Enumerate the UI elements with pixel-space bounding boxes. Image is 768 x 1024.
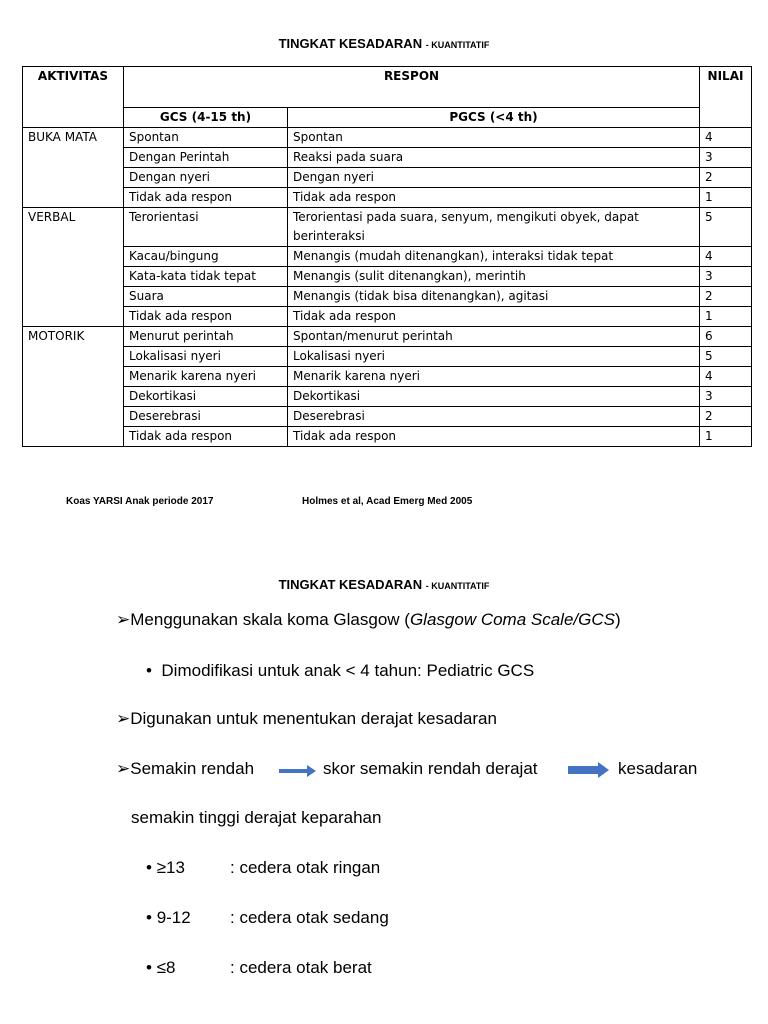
- arrow-bullet-icon: ➢: [116, 709, 131, 728]
- table-row: [23, 128, 752, 148]
- gcs-cell: Menurut perintah: [124, 327, 288, 347]
- severity-moderate-label: : cedera otak sedang: [230, 908, 389, 927]
- table-row: [23, 148, 752, 168]
- table-row: [23, 168, 752, 188]
- gcs-table: [22, 66, 752, 447]
- gcs-cell: Tidak ada respon: [124, 427, 288, 447]
- dot-bullet-icon: •: [146, 858, 152, 877]
- value-cell: 2: [700, 407, 752, 427]
- pgcs-cell: Tidak ada respon: [288, 427, 700, 447]
- arrow-bullet-icon: ➢: [116, 610, 131, 629]
- arrow-bullet-icon: ➢: [116, 759, 131, 778]
- value-cell: 3: [700, 267, 752, 287]
- pgcs-cell: Reaksi pada suara: [288, 148, 700, 168]
- table-header-row: [23, 67, 752, 108]
- bullet-4-text-c: kesadaran: [618, 759, 698, 778]
- title-sub: - KUANTITATIF: [425, 40, 490, 50]
- table-row: [23, 347, 752, 367]
- right-arrow-icon: [279, 764, 317, 778]
- severity-mild-key: ≥13: [156, 858, 185, 877]
- table-body: [23, 128, 752, 447]
- right-arrow-icon: [568, 762, 610, 778]
- header-response: RESPON: [124, 67, 700, 108]
- section-title: [0, 577, 768, 592]
- gcs-cell: Dekortikasi: [124, 387, 288, 407]
- table-row: [23, 327, 752, 347]
- pgcs-cell: Tidak ada respon: [288, 188, 700, 208]
- header-gcs: GCS (4-15 th): [124, 108, 288, 128]
- gcs-cell: Kacau/bingung: [124, 247, 288, 267]
- table-subheader-row: [23, 108, 752, 128]
- severity-moderate: [146, 908, 191, 928]
- severity-severe-key: ≤8: [156, 958, 176, 977]
- header-activity: AKTIVITAS: [23, 67, 124, 128]
- page-title: [0, 36, 768, 51]
- gcs-cell: Suara: [124, 287, 288, 307]
- bullet-1: [116, 610, 621, 630]
- gcs-cell: Lokalisasi nyeri: [124, 347, 288, 367]
- value-cell: 4: [700, 128, 752, 148]
- value-cell: 3: [700, 148, 752, 168]
- activity-cell: [23, 427, 124, 447]
- dot-bullet-icon: •: [146, 661, 152, 680]
- footer-source: Holmes et al, Acad Emerg Med 2005: [302, 496, 473, 507]
- gcs-cell: Dengan Perintah: [124, 148, 288, 168]
- pgcs-cell: Lokalisasi nyeri: [288, 347, 700, 367]
- pgcs-cell: Dekortikasi: [288, 387, 700, 407]
- severity-severe-label: : cedera otak berat: [230, 958, 372, 977]
- severity-mild: [146, 858, 185, 878]
- activity-cell: [23, 287, 124, 307]
- activity-cell: [23, 188, 124, 208]
- pgcs-cell: Menarik karena nyeri: [288, 367, 700, 387]
- table-row: [23, 188, 752, 208]
- activity-cell: [23, 247, 124, 267]
- activity-cell: BUKA MATA: [23, 128, 124, 148]
- bullet-1-close: ): [614, 610, 621, 629]
- bullet-1-text: Menggunakan skala koma Glasgow (: [130, 610, 410, 629]
- pgcs-cell: Spontan/menurut perintah: [288, 327, 700, 347]
- table-row: [23, 387, 752, 407]
- value-cell: 1: [700, 188, 752, 208]
- bullet-4-continuation: semakin tinggi derajat keparahan: [131, 808, 382, 827]
- title-main: TINGKAT KESADARAN: [278, 36, 423, 51]
- dot-bullet-icon: •: [146, 908, 152, 927]
- pgcs-cell: Menangis (tidak bisa ditenangkan), agitasi: [288, 287, 700, 307]
- activity-cell: [23, 307, 124, 327]
- gcs-cell: Menarik karena nyeri: [124, 367, 288, 387]
- activity-cell: [23, 347, 124, 367]
- table-row: [23, 367, 752, 387]
- bullet-2: [146, 661, 534, 681]
- gcs-cell: Tidak ada respon: [124, 307, 288, 327]
- activity-cell: [23, 148, 124, 168]
- severity-severe: [146, 958, 175, 978]
- activity-cell: [23, 367, 124, 387]
- pgcs-cell: Terorientasi pada suara, senyum, mengikuti obyek, dapat berinteraksi: [288, 208, 700, 247]
- table-row: [23, 407, 752, 427]
- table-row: [23, 208, 752, 247]
- table-row: [23, 427, 752, 447]
- activity-cell: VERBAL: [23, 208, 124, 247]
- pgcs-cell: Menangis (mudah ditenangkan), interaksi tidak tepat: [288, 247, 700, 267]
- value-cell: 6: [700, 327, 752, 347]
- bullet-4-text-a: Semakin rendah: [130, 759, 255, 778]
- value-cell: 3: [700, 387, 752, 407]
- severity-mild-label: : cedera otak ringan: [230, 858, 381, 877]
- header-value: NILAI: [700, 67, 752, 128]
- value-cell: 5: [700, 347, 752, 367]
- gcs-cell: Spontan: [124, 128, 288, 148]
- pgcs-cell: Tidak ada respon: [288, 307, 700, 327]
- gcs-cell: Deserebrasi: [124, 407, 288, 427]
- table-row: [23, 287, 752, 307]
- activity-cell: [23, 407, 124, 427]
- activity-cell: MOTORIK: [23, 327, 124, 347]
- section-title-main: TINGKAT KESADARAN: [278, 577, 423, 592]
- activity-cell: [23, 267, 124, 287]
- pgcs-cell: Menangis (sulit ditenangkan), merintih: [288, 267, 700, 287]
- table-row: [23, 247, 752, 267]
- pgcs-cell: Dengan nyeri: [288, 168, 700, 188]
- value-cell: 4: [700, 247, 752, 267]
- dot-bullet-icon: •: [146, 958, 152, 977]
- pgcs-cell: Deserebrasi: [288, 407, 700, 427]
- section-title-sub: - KUANTITATIF: [425, 581, 490, 591]
- activity-cell: [23, 168, 124, 188]
- bullet-3: [116, 709, 497, 729]
- bullet-1-italic: Glasgow Coma Scale/GCS: [409, 610, 615, 629]
- bullet-3-text: Digunakan untuk menentukan derajat kesadaran: [130, 709, 497, 728]
- table-row: [23, 267, 752, 287]
- gcs-cell: Kata-kata tidak tepat: [124, 267, 288, 287]
- value-cell: 1: [700, 307, 752, 327]
- table-row: [23, 307, 752, 327]
- value-cell: 2: [700, 287, 752, 307]
- value-cell: 5: [700, 208, 752, 247]
- header-pgcs: PGCS (<4 th): [288, 108, 700, 128]
- bullet-2-text: Dimodifikasi untuk anak < 4 tahun: Pediatric GCS: [161, 661, 535, 680]
- bullet-4: [116, 759, 254, 779]
- pgcs-cell: Spontan: [288, 128, 700, 148]
- bullet-4-text-b: skor semakin rendah derajat: [323, 759, 538, 778]
- activity-cell: [23, 387, 124, 407]
- value-cell: 4: [700, 367, 752, 387]
- gcs-cell: Tidak ada respon: [124, 188, 288, 208]
- value-cell: 1: [700, 427, 752, 447]
- footer-author: Koas YARSI Anak periode 2017: [66, 496, 214, 507]
- severity-moderate-key: 9-12: [156, 908, 191, 927]
- gcs-cell: Terorientasi: [124, 208, 288, 247]
- value-cell: 2: [700, 168, 752, 188]
- gcs-cell: Dengan nyeri: [124, 168, 288, 188]
